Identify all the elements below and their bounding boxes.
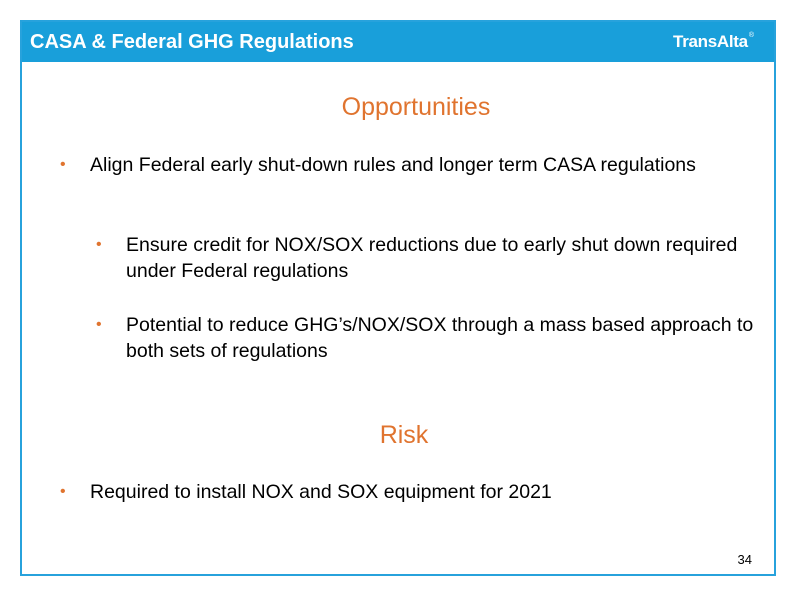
sub-bullet-item [96,312,766,364]
slide-title: CASA & Federal GHG Regulations [30,31,354,53]
bullet-text: Align Federal early shut-down rules and longer term CASA regulations [90,154,696,176]
risk-heading: Risk [379,421,429,449]
bullet-icon: • [60,156,66,173]
bullet-icon: • [60,483,66,500]
sub-bullet-item [96,232,766,284]
slide-header [22,22,774,62]
bullet-text: Required to install NOX and SOX equipment for 2021 [90,481,552,503]
transalta-logo [673,31,754,53]
bullet-item [60,479,730,505]
sub-bullet-text: Potential to reduce GHG’s/NOX/SOX through a mass based approach to both sets of regulations [126,314,754,362]
logo-trademark: ® [748,32,754,39]
opportunities-heading: Opportunities [341,93,491,121]
bullet-icon: • [96,236,102,253]
bullet-icon: • [96,316,102,333]
logo-text: TransAlta [673,32,748,51]
page-number: 34 [737,552,752,567]
sub-bullet-text: Ensure credit for NOX/SOX reductions due to early shut down required under Federal regulations [126,234,738,282]
bullet-item [60,152,730,178]
slide [20,20,776,576]
